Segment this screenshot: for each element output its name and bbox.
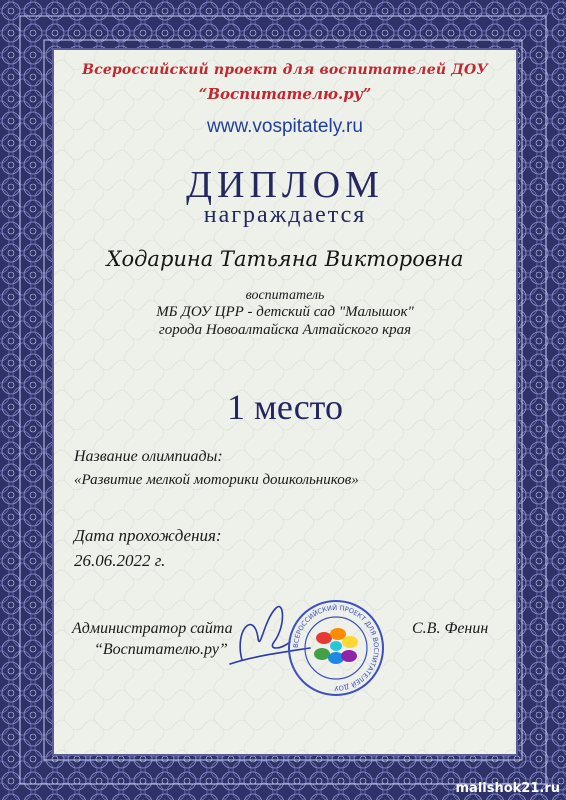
project-name: “Воспитателю.ру” bbox=[198, 85, 372, 103]
awarded-text: награждается bbox=[203, 202, 367, 228]
recipient-city: города Новоалтайска Алтайского края bbox=[158, 322, 412, 338]
olympiad-label: Название олимпиады: bbox=[74, 448, 223, 465]
site-watermark: malishok21.ru bbox=[455, 781, 560, 796]
site-url: www.vospitately.ru bbox=[207, 116, 363, 137]
signer-name: С.В. Фенин bbox=[412, 620, 489, 637]
stamp-ring-text: ВСЕРОССИЙСКИЙ ПРОЕКТ ДЛЯ ВОСПИТАТЕЛЕЙ ДОУ bbox=[291, 603, 381, 693]
round-stamp bbox=[286, 598, 386, 698]
olympiad-name: «Развитие мелкой моторики дошкольников» bbox=[74, 472, 359, 488]
diploma-body bbox=[52, 48, 518, 756]
recipient-position: воспитатель bbox=[245, 288, 325, 303]
project-line: Всероссийский проект для воспитателей ДОУ bbox=[82, 62, 488, 78]
completion-date: 26.06.2022 г. bbox=[74, 551, 166, 570]
place-award: 1 место bbox=[227, 387, 343, 427]
admin-title: Администратор сайта bbox=[72, 620, 233, 637]
colorful-hands-logo bbox=[314, 628, 358, 664]
recipient-name: Ходарина Татьяна Викторовна bbox=[106, 247, 464, 271]
diploma-title: ДИПЛОМ bbox=[186, 164, 384, 206]
completion-date-label: Дата прохождения: bbox=[74, 526, 222, 545]
admin-site-name: “Воспитателю.ру” bbox=[94, 641, 228, 658]
recipient-institution: МБ ДОУ ЦРР - детский сад "Малышок" bbox=[156, 304, 414, 320]
